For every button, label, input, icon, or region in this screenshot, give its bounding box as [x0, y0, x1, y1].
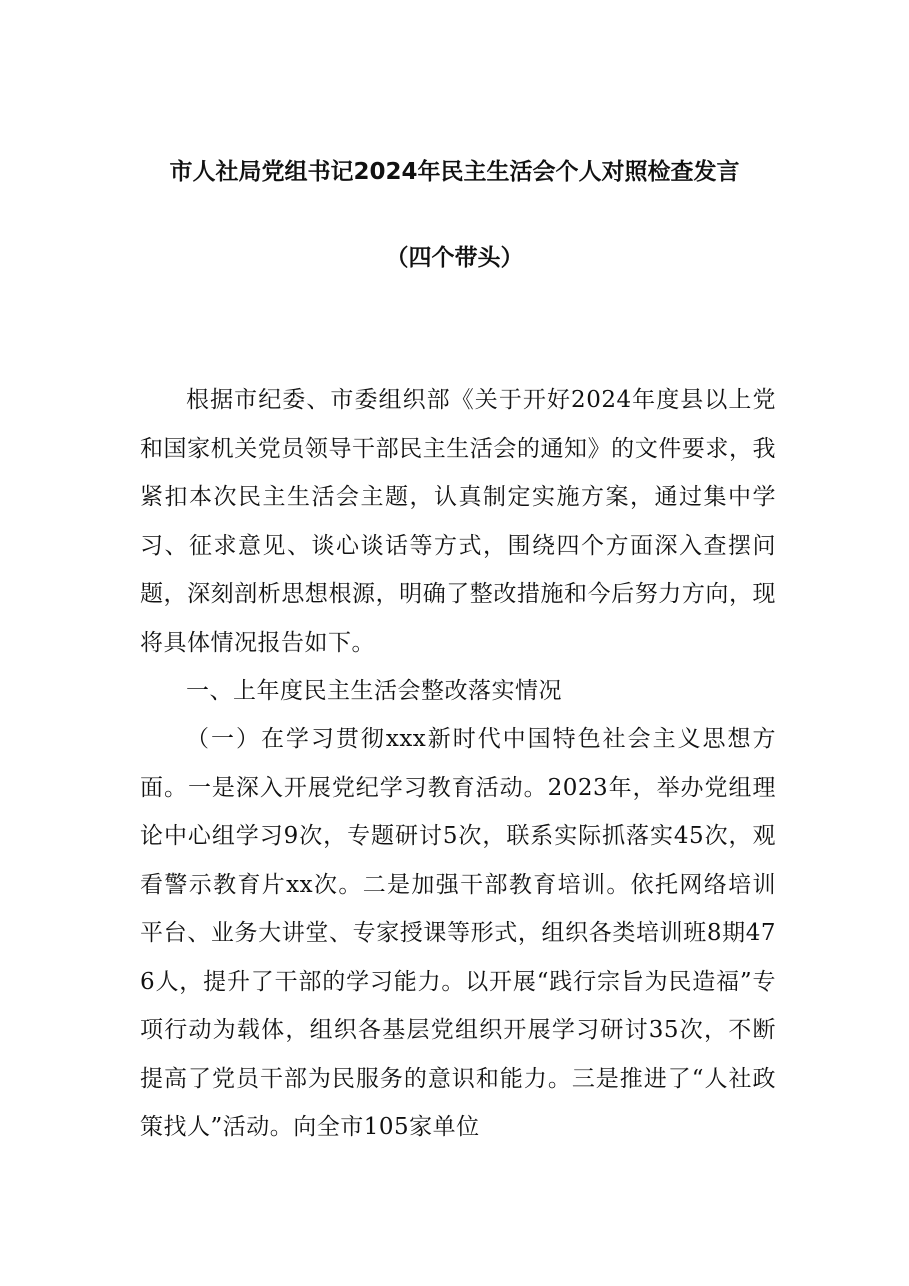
section-heading-block [140, 667, 776, 716]
section-heading: 一、上年度民主生活会整改落实情况 [186, 678, 562, 704]
intro-paragraph: 根据市纪委、市委组织部《关于开好2024年度县以上党和国家机关党员领导干部民主生活会的通知》的文件要求，我紧扣本次民主生活会主题，认真制定实施方案，通过集中学习、征求意见、谈心谈话等方式，围绕四个方面深入查摆问题，深刻剖析思想根源，明确了整改措施和今后努力方向，现将具体情况报告如下。 [140, 387, 776, 656]
document-title: 市人社局党组书记2024年民主生活会个人对照检查发言 [169, 159, 740, 185]
intro-paragraph-block [140, 376, 776, 667]
section-paragraph: （一）在学习贯彻xxx新时代中国特色社会主义思想方面。一是深入开展党纪学习教育活动。2023年，举办党组理论中心组学习9次，专题研讨5次，联系实际抓落实45次，观看警示教育片xx次。二是加强干部教育培训。依托网络培训平台、业务大讲堂、专家授课等形式，组织各类培训班8期476人，提升了干部的学习能力。以开展“践行宗旨为民造福”专项行动为载体，组织各基层党组织开展学习研讨35次，不断提高了党员干部为民服务的意识和能力。三是推进了“人社政策找人”活动。向全市105家单位 [140, 726, 776, 1140]
document-subtitle: （四个带头） [385, 245, 524, 271]
section-paragraph-block [140, 715, 776, 1152]
